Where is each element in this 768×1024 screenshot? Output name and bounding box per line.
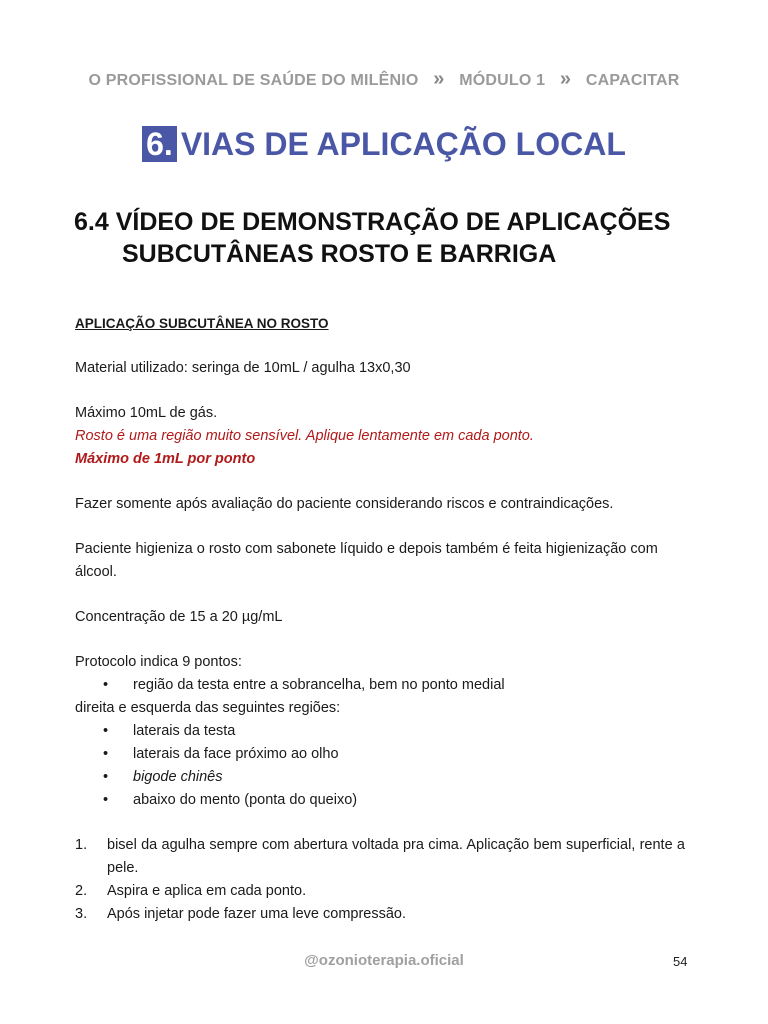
protocol-intro: Protocolo indica 9 pontos: [75,654,242,670]
section-title-line1: 6.4 VÍDEO DE DEMONSTRAÇÃO DE APLICAÇÕES [74,208,671,236]
section-title [74,206,714,270]
bullet-icon: • [103,792,109,808]
chapter-title: VIAS DE APLICAÇÃO LOCAL [180,126,626,162]
material-text: Material utilizado: seringa de 10mL / agulha 13x0,30 [75,360,411,376]
breadcrumb-item-module: MÓDULO 1 [459,72,546,89]
warning-text: Rosto é uma região muito sensível. Aplique lentamente em cada ponto. [75,428,534,444]
steps-list [75,834,685,926]
breadcrumb-separator: » [433,68,445,90]
bullet-icon: • [103,723,109,739]
chapter-heading [0,126,768,163]
warning-bold-text: Máximo de 1mL por ponto [75,451,256,467]
protocol-sides-text: direita e esquerda das seguintes regiões: [75,700,341,716]
chapter-number: 6. [142,126,177,162]
subheading: APLICAÇÃO SUBCUTÂNEA NO ROSTO [75,316,329,331]
list-item: • região da testa entre a sobrancelha, bem no ponto medial [75,674,685,697]
evaluation-text: Fazer somente após avaliação do paciente considerando riscos e contraindicações. [75,496,614,512]
breadcrumb [0,68,768,91]
list-item: • bigode chinês [75,766,685,789]
page-content [75,312,685,926]
list-item: • laterais da testa [75,720,685,743]
section-title-line2: SUBCUTÂNEAS ROSTO E BARRIGA [122,240,557,268]
footer-handle: @ozonioterapia.oficial [304,952,464,969]
page-number: 54 [673,954,688,969]
breadcrumb-item-section: CAPACITAR [585,72,680,89]
hygiene-text: Paciente higieniza o rosto com sabonete líquido e depois também é feita higienização com álcool. [75,541,658,580]
list-item: • abaixo do mento (ponta do queixo) [75,789,685,812]
list-item: 1. bisel da agulha sempre com abertura voltada pra cima. Aplicação bem superficial, rente a pele. [75,837,685,876]
list-item: 2. Aspira e aplica em cada ponto. [75,883,307,899]
list-item: 3. Após injetar pode fazer uma leve compressão. [75,906,407,922]
list-item: • laterais da face próximo ao olho [75,743,685,766]
bullet-icon: • [103,769,109,785]
breadcrumb-item-book: O PROFISSIONAL DE SAÚDE DO MILÊNIO [88,72,419,89]
regions-list [75,720,685,812]
bullet-icon: • [103,746,109,762]
breadcrumb-separator: » [559,68,572,90]
max-gas-text: Máximo 10mL de gás. [75,405,218,421]
bullet-icon: • [103,677,109,693]
concentration-text: Concentração de 15 a 20 µg/mL [75,609,283,625]
protocol-first-list [75,674,685,697]
